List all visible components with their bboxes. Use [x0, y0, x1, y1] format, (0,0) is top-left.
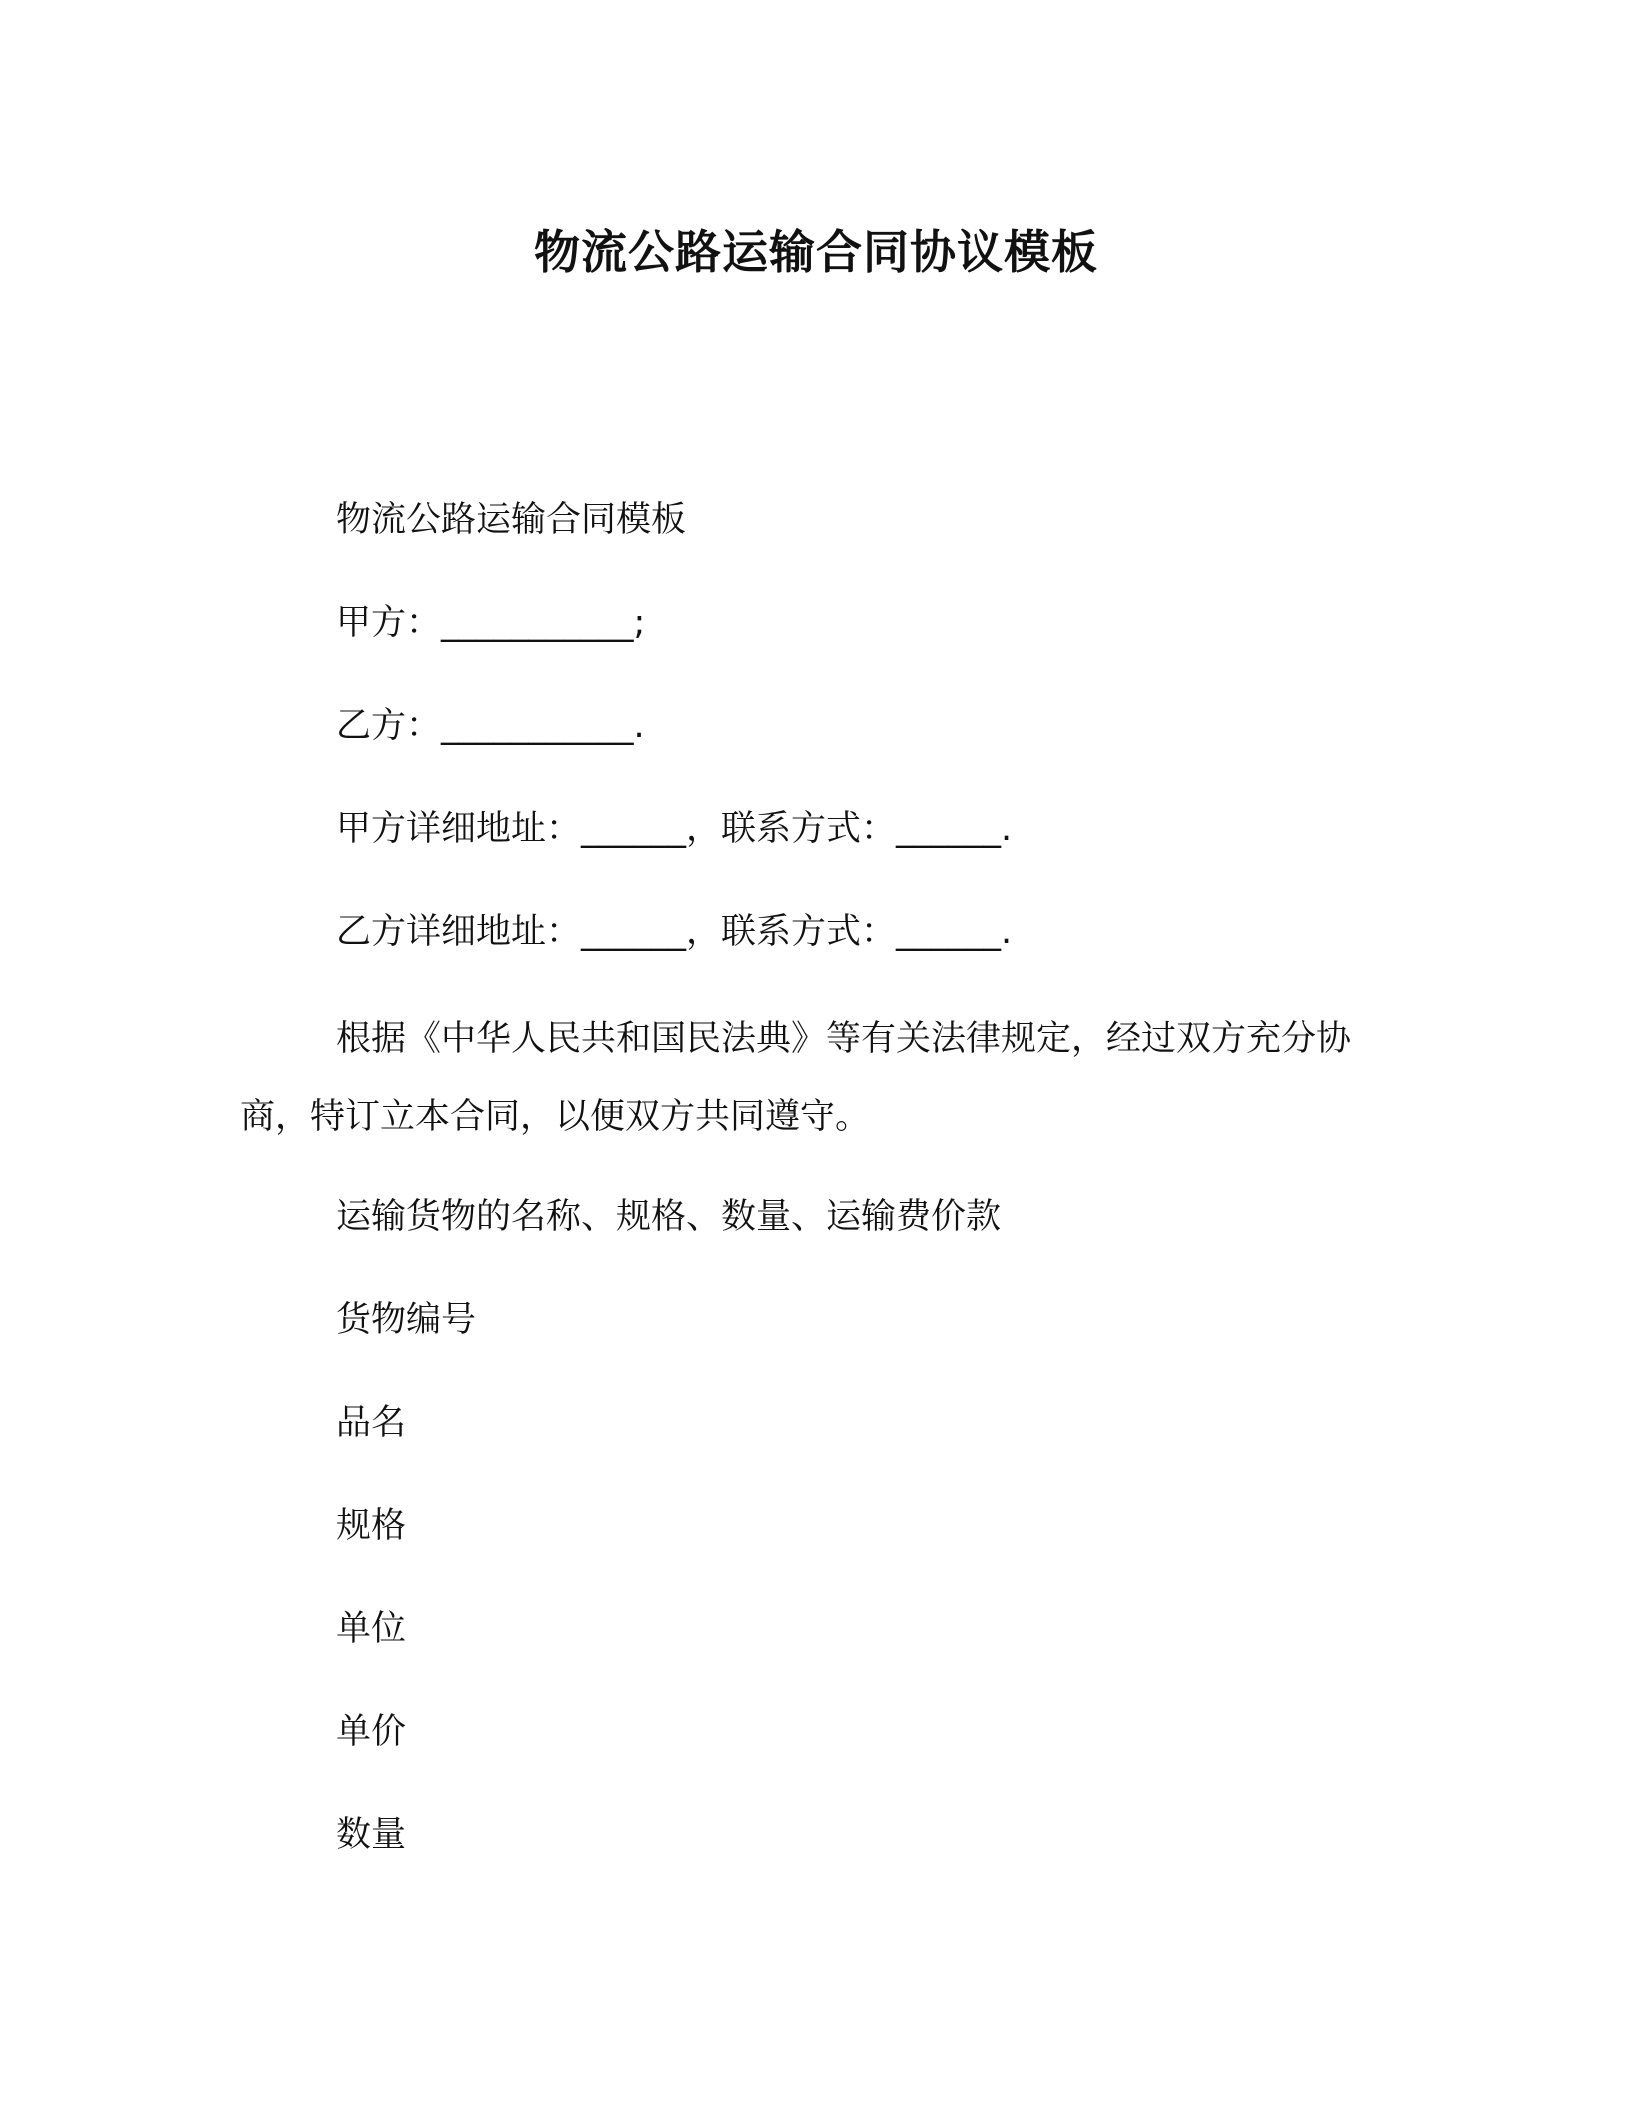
section-heading: 运输货物的名称、规格、数量、运输费价款 — [336, 1197, 1002, 1237]
party-b-line: 乙方：___________. — [336, 706, 645, 746]
field-product-name: 品名 — [336, 1403, 407, 1443]
field-unit: 单位 — [336, 1609, 407, 1649]
party-b-address-line: 乙方详细地址：______，联系方式：______. — [336, 912, 1013, 952]
party-a-address-line: 甲方详细地址：______，联系方式：______. — [336, 809, 1013, 849]
contract-subtitle: 物流公路运输合同模板 — [336, 500, 687, 540]
field-goods-number: 货物编号 — [336, 1300, 477, 1340]
document-title: 物流公路运输合同协议模板 — [534, 225, 1098, 279]
party-a-line: 甲方：___________; — [336, 603, 646, 643]
preamble-paragraph: 根据《中华人民共和国民法典》等有关法律规定，经过双方充分协商，特订立本合同，以便双方共同遵守。 — [240, 1019, 1352, 1137]
field-quantity: 数量 — [336, 1815, 407, 1855]
field-unit-price: 单价 — [336, 1712, 407, 1752]
field-specification: 规格 — [336, 1506, 407, 1546]
